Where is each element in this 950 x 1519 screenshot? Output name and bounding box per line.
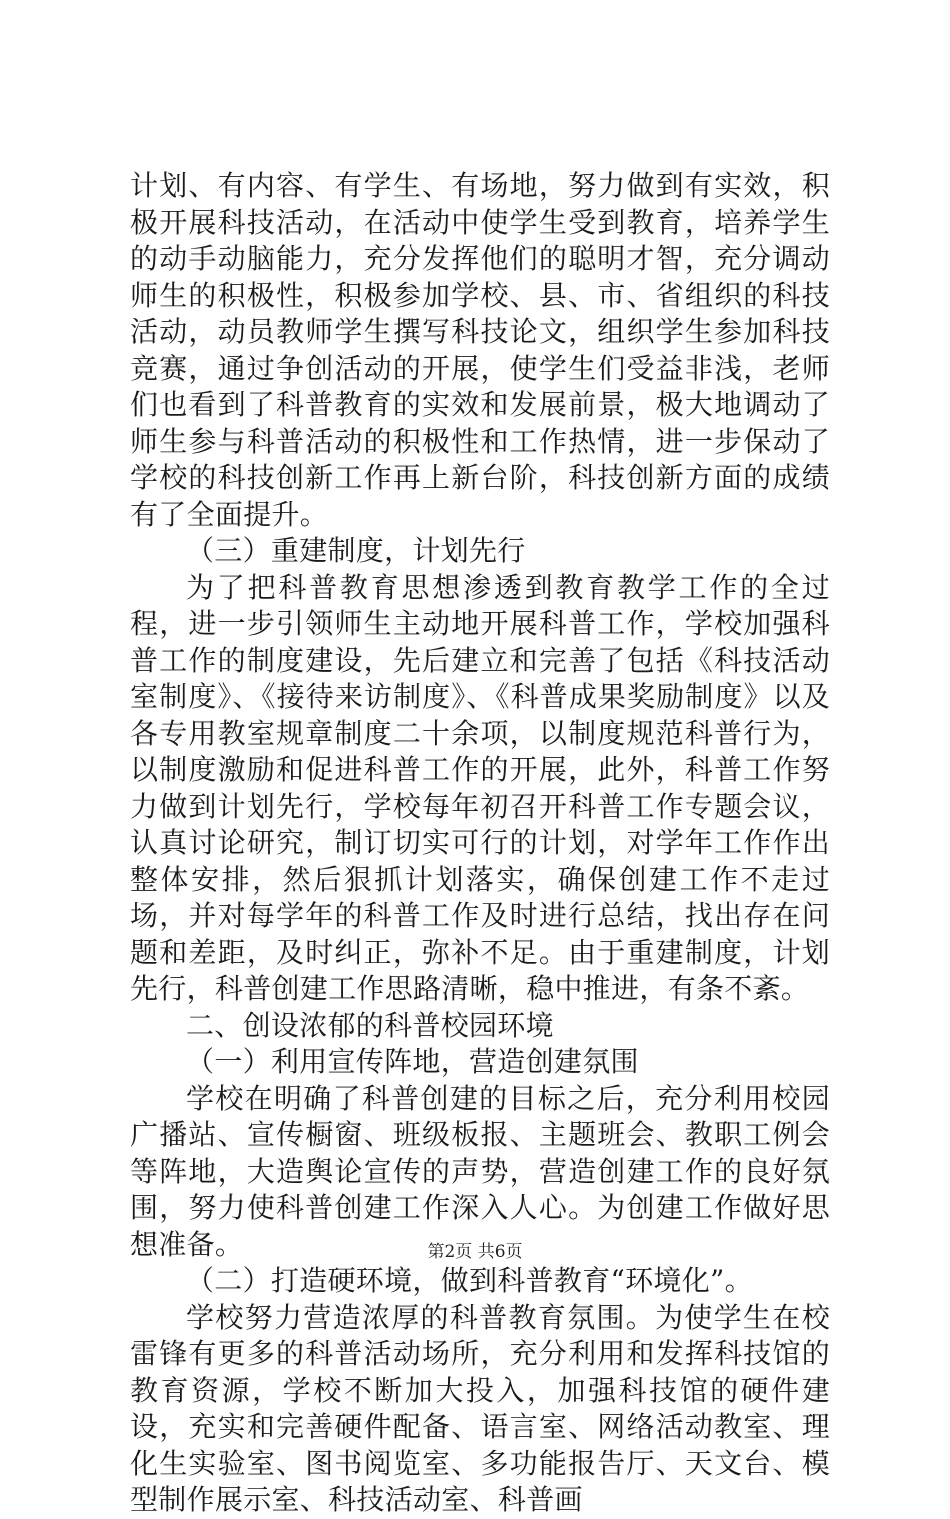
section-heading-3: （三）重建制度，计划先行 <box>186 534 526 567</box>
paragraph-2: 为了把科普教育思想渗透到教育教学工作的全过程，进一步引领师生主动地开展科普工作，学校加强科普工作的制度建设，先后建立和完善了包括《科技活动室制度》、《接待来访制度》、《科普成果奖励制度》以及各专用教室规章制度二十余项，以制度规范科普行为，以制度激励和促进科普工作的开展，此外，科普工作努力做到计划先行，学校每年初召开科普工作专题会议，认真讨论研究，制订切实可行的计划，对学年工作作出整体安排，然后狠抓计划落实，确保创建工作不走过场，并对每学年的科普工作及时进行总结，找出存在问题和差距，及时纠正，弥补不足。由于重建制度，计划先行，科普创建工作思路清晰，稳中推进，有条不紊。 <box>130 570 830 1005</box>
document-body <box>130 168 830 1519</box>
paragraph-1: 计划、有内容、有学生、有场地，努力做到有实效，积极开展科技活动，在活动中使学生受到教育，培养学生的动手动脑能力，充分发挥他们的聪明才智，充分调动师生的积极性，积极参加学校、县、市、省组织的科技活动，动员教师学生撰写科技论文，组织学生参加科技竞赛，通过争创活动的开展，使学生们受益非浅，老师们也看到了科普教育的实效和发展前景，极大地调动了师生参与科普活动的积极性和工作热情，进一步保动了学校的科技创新工作再上新台阶，科技创新方面的成绩有了全面提升。 <box>130 169 830 531</box>
paragraph-4: 学校努力营造浓厚的科普教育氛围。为使学生在校雷锋有更多的科普活动场所，充分利用和发挥科技馆的教育资源，学校不断加大投入，加强科技馆的硬件建设，充实和完善硬件配备、语言室、网络活动教室、理化生实验室、图书阅览室、多功能报告厅、天文台、模型制作展示室、科技活动室、科普画 <box>130 1300 830 1516</box>
chapter-heading-2: 二、创设浓郁的科普校园环境 <box>186 1008 554 1042</box>
section-heading-1: （一）利用宣传阵地，营造创建氛围 <box>186 1045 639 1078</box>
page-footer: 第2页 共6页 <box>427 1242 523 1262</box>
paragraph-3: 学校在明确了科普创建的目标之后，充分利用校园广播站、宣传橱窗、班级板报、主题班会、教职工例会等阵地，大造舆论宣传的声势，营造创建工作的良好氛围，努力使科普创建工作深入人心。为创建工作做好思想准备。 <box>130 1081 830 1261</box>
section-heading-2: （二）打造硬环境，做到科普教育“环境化”。 <box>186 1264 753 1297</box>
